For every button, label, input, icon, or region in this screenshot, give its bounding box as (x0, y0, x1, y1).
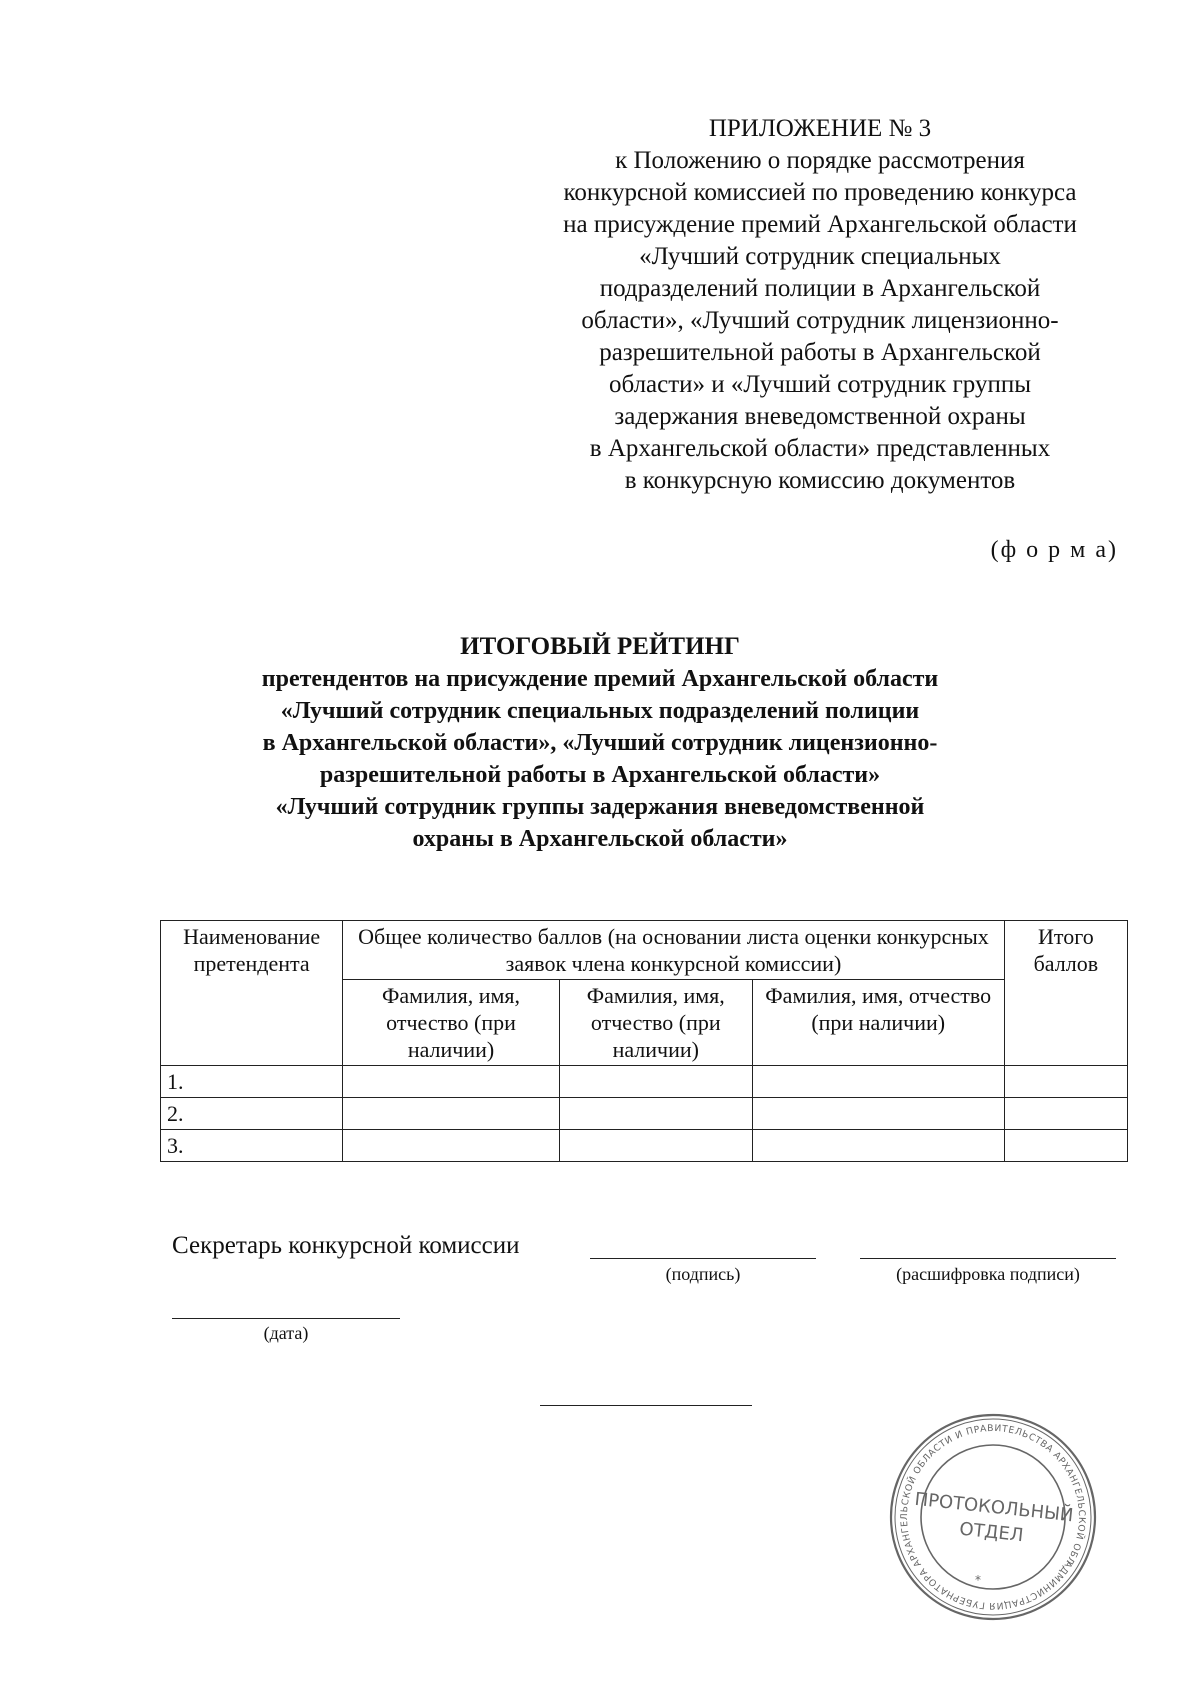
table-cell (559, 1066, 752, 1098)
appendix-line: на присуждение премий Архангельской области (563, 211, 1077, 238)
title-line: разрешительной работы в Архангельской области» (319, 762, 881, 788)
appendix-line: области» и «Лучший сотрудник группы (608, 371, 1032, 398)
table-cell (752, 1130, 1004, 1162)
date-line (172, 1318, 400, 1319)
decode-signature-caption: (расшифровка подписи) (896, 1264, 1080, 1284)
header-member-3: Фамилия, имя, отчество (при наличии) (752, 980, 1004, 1066)
table-cell (343, 1130, 560, 1162)
stamp-ring-text: АДМИНИСТРАЦИЯ ГУБЕРНАТОРА АРХАНГЕЛЬСКОЙ ОБЛАСТИ И ПРАВИТЕЛЬСТВА АРХАНГЕЛЬСКОЙ ОБЛАСТИ (898, 1422, 1088, 1612)
appendix-line: задержания вневедомственной охраны (614, 403, 1026, 430)
signature-caption: (подпись) (665, 1264, 741, 1284)
document-title-block (150, 630, 1050, 855)
table-cell (559, 1098, 752, 1130)
stamp-line-1: ПРОТОКОЛЬНЫЙ (913, 1488, 1075, 1527)
appendix-line: в конкурсную комиссию документов (624, 467, 1016, 494)
appendix-line: в Архангельской области» представленных (589, 435, 1051, 462)
appendix-line: разрешительной работы в Архангельской (599, 339, 1041, 366)
table-cell (559, 1130, 752, 1162)
header-itogo: Итого баллов (1004, 921, 1127, 1066)
row-number: 3. (161, 1130, 343, 1162)
secretary-label: Секретарь конкурсной комиссии (172, 1232, 520, 1259)
form-label: (ф о р м а) (990, 537, 1118, 563)
document-title: ИТОГОВЫЙ РЕЙТИНГ (460, 633, 740, 660)
rating-table (160, 920, 1128, 1162)
appendix-line: подразделений полиции в Архангельской (599, 275, 1041, 302)
header-total-points: Общее количество баллов (на основании листа оценки конкурсных заявок члена конкурсной комиссии) (343, 921, 1004, 980)
title-line: «Лучший сотрудник группы задержания вневедомственной (275, 794, 925, 820)
table-cell (343, 1066, 560, 1098)
title-line: охраны в Архангельской области» (412, 826, 788, 852)
row-number: 2. (161, 1098, 343, 1130)
table-row (161, 1066, 1128, 1098)
appendix-line: «Лучший сотрудник специальных (639, 243, 1001, 270)
table-cell (1004, 1098, 1127, 1130)
title-line: в Архангельской области», «Лучший сотрудник лицензионно- (262, 730, 938, 756)
header-candidate-name: Наименование претендента (161, 921, 343, 1066)
table-row (161, 1130, 1128, 1162)
date-caption: (дата) (263, 1323, 309, 1343)
appendix-line: ПРИЛОЖЕНИЕ № 3 (708, 115, 932, 142)
row-number: 1. (161, 1066, 343, 1098)
extra-line (540, 1405, 752, 1406)
table-cell (343, 1098, 560, 1130)
appendix-line: к Положению о порядке рассмотрения (615, 147, 1025, 174)
appendix-line: конкурсной комиссией по проведению конкурса (563, 179, 1077, 206)
title-line: претендентов на присуждение премий Архангельской области (261, 666, 939, 692)
decode-signature-line (860, 1258, 1116, 1259)
table-cell (752, 1066, 1004, 1098)
table-cell (1004, 1130, 1127, 1162)
table-header-row (161, 921, 1128, 980)
signature-line (590, 1258, 816, 1259)
table-cell (752, 1098, 1004, 1130)
title-line: «Лучший сотрудник специальных подразделений полиции (280, 698, 920, 724)
protocol-stamp (888, 1412, 1098, 1622)
appendix-block (520, 113, 1120, 497)
appendix-line: области», «Лучший сотрудник лицензионно- (581, 307, 1059, 334)
stamp-asterisk-icon: * (975, 1573, 981, 1587)
table-row (161, 1098, 1128, 1130)
stamp-line-2: ОТДЕЛ (958, 1518, 1025, 1547)
table-cell (1004, 1066, 1127, 1098)
header-member-2: Фамилия, имя, отчество (при наличии) (559, 980, 752, 1066)
header-member-1: Фамилия, имя, отчество (при наличии) (343, 980, 560, 1066)
